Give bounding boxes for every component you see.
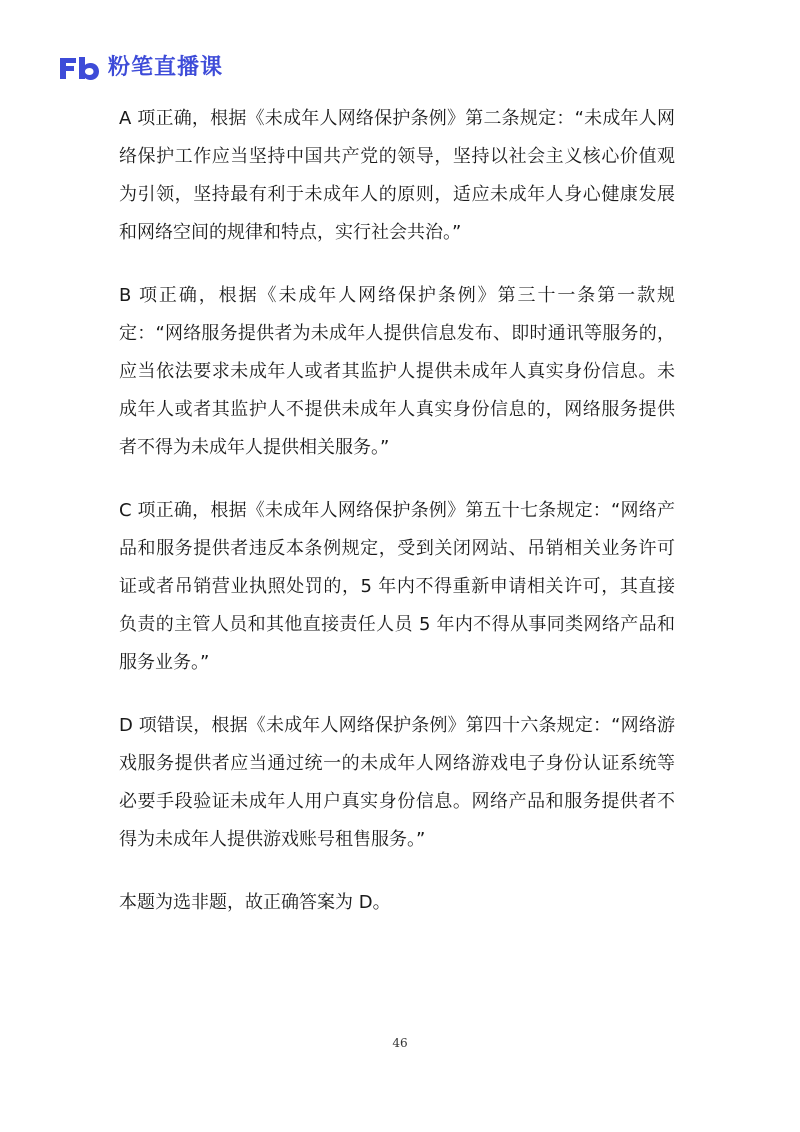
paragraph-conclusion: 本题为选非题，故正确答案为 D。 [119,892,391,913]
paragraph-option-d: D 项错误，根据《未成年人网络保护条例》第四十六条规定：“网络游戏服务提供者应当通过统一的未成年人网络游戏电子身份认证系统等必要手段验证未成年人用户真实身份信息。网络产品和服务提供者不得为未成年人提供游戏账号租售服务。” [119,715,675,850]
page-header [58,52,223,84]
fenbi-logo-icon [58,54,102,82]
paragraph-option-b: B 项正确，根据《未成年人网络保护条例》第三十一条第一款规定：“网络服务提供者为未成年人提供信息发布、即时通讯等服务的，应当依法要求未成年人或者其监护人提供未成年人真实身份信息。未成年人或者其监护人不提供未成年人真实身份信息的，网络服务提供者不得为未成年人提供相关服务。” [119,285,675,458]
brand-name: 粉笔直播课 [108,55,224,80]
page-number: 46 [392,1036,408,1050]
document-body [119,100,675,947]
paragraph-option-c: C 项正确，根据《未成年人网络保护条例》第五十七条规定：“网络产品和服务提供者违反本条例规定，受到关闭网站、吊销相关业务许可证或者吊销营业执照处罚的，5 年内不得重新申请相关许可，其直接负责的主管人员和其他直接责任人员 5 年内不得从事同类网络产品和服务业务。” [119,500,675,673]
paragraph-option-a: A 项正确，根据《未成年人网络保护条例》第二条规定：“未成年人网络保护工作应当坚持中国共产党的领导，坚持以社会主义核心价值观为引领，坚持最有利于未成年人的原则，适应未成年人身心健康发展和网络空间的规律和特点，实行社会共治。” [119,108,675,243]
